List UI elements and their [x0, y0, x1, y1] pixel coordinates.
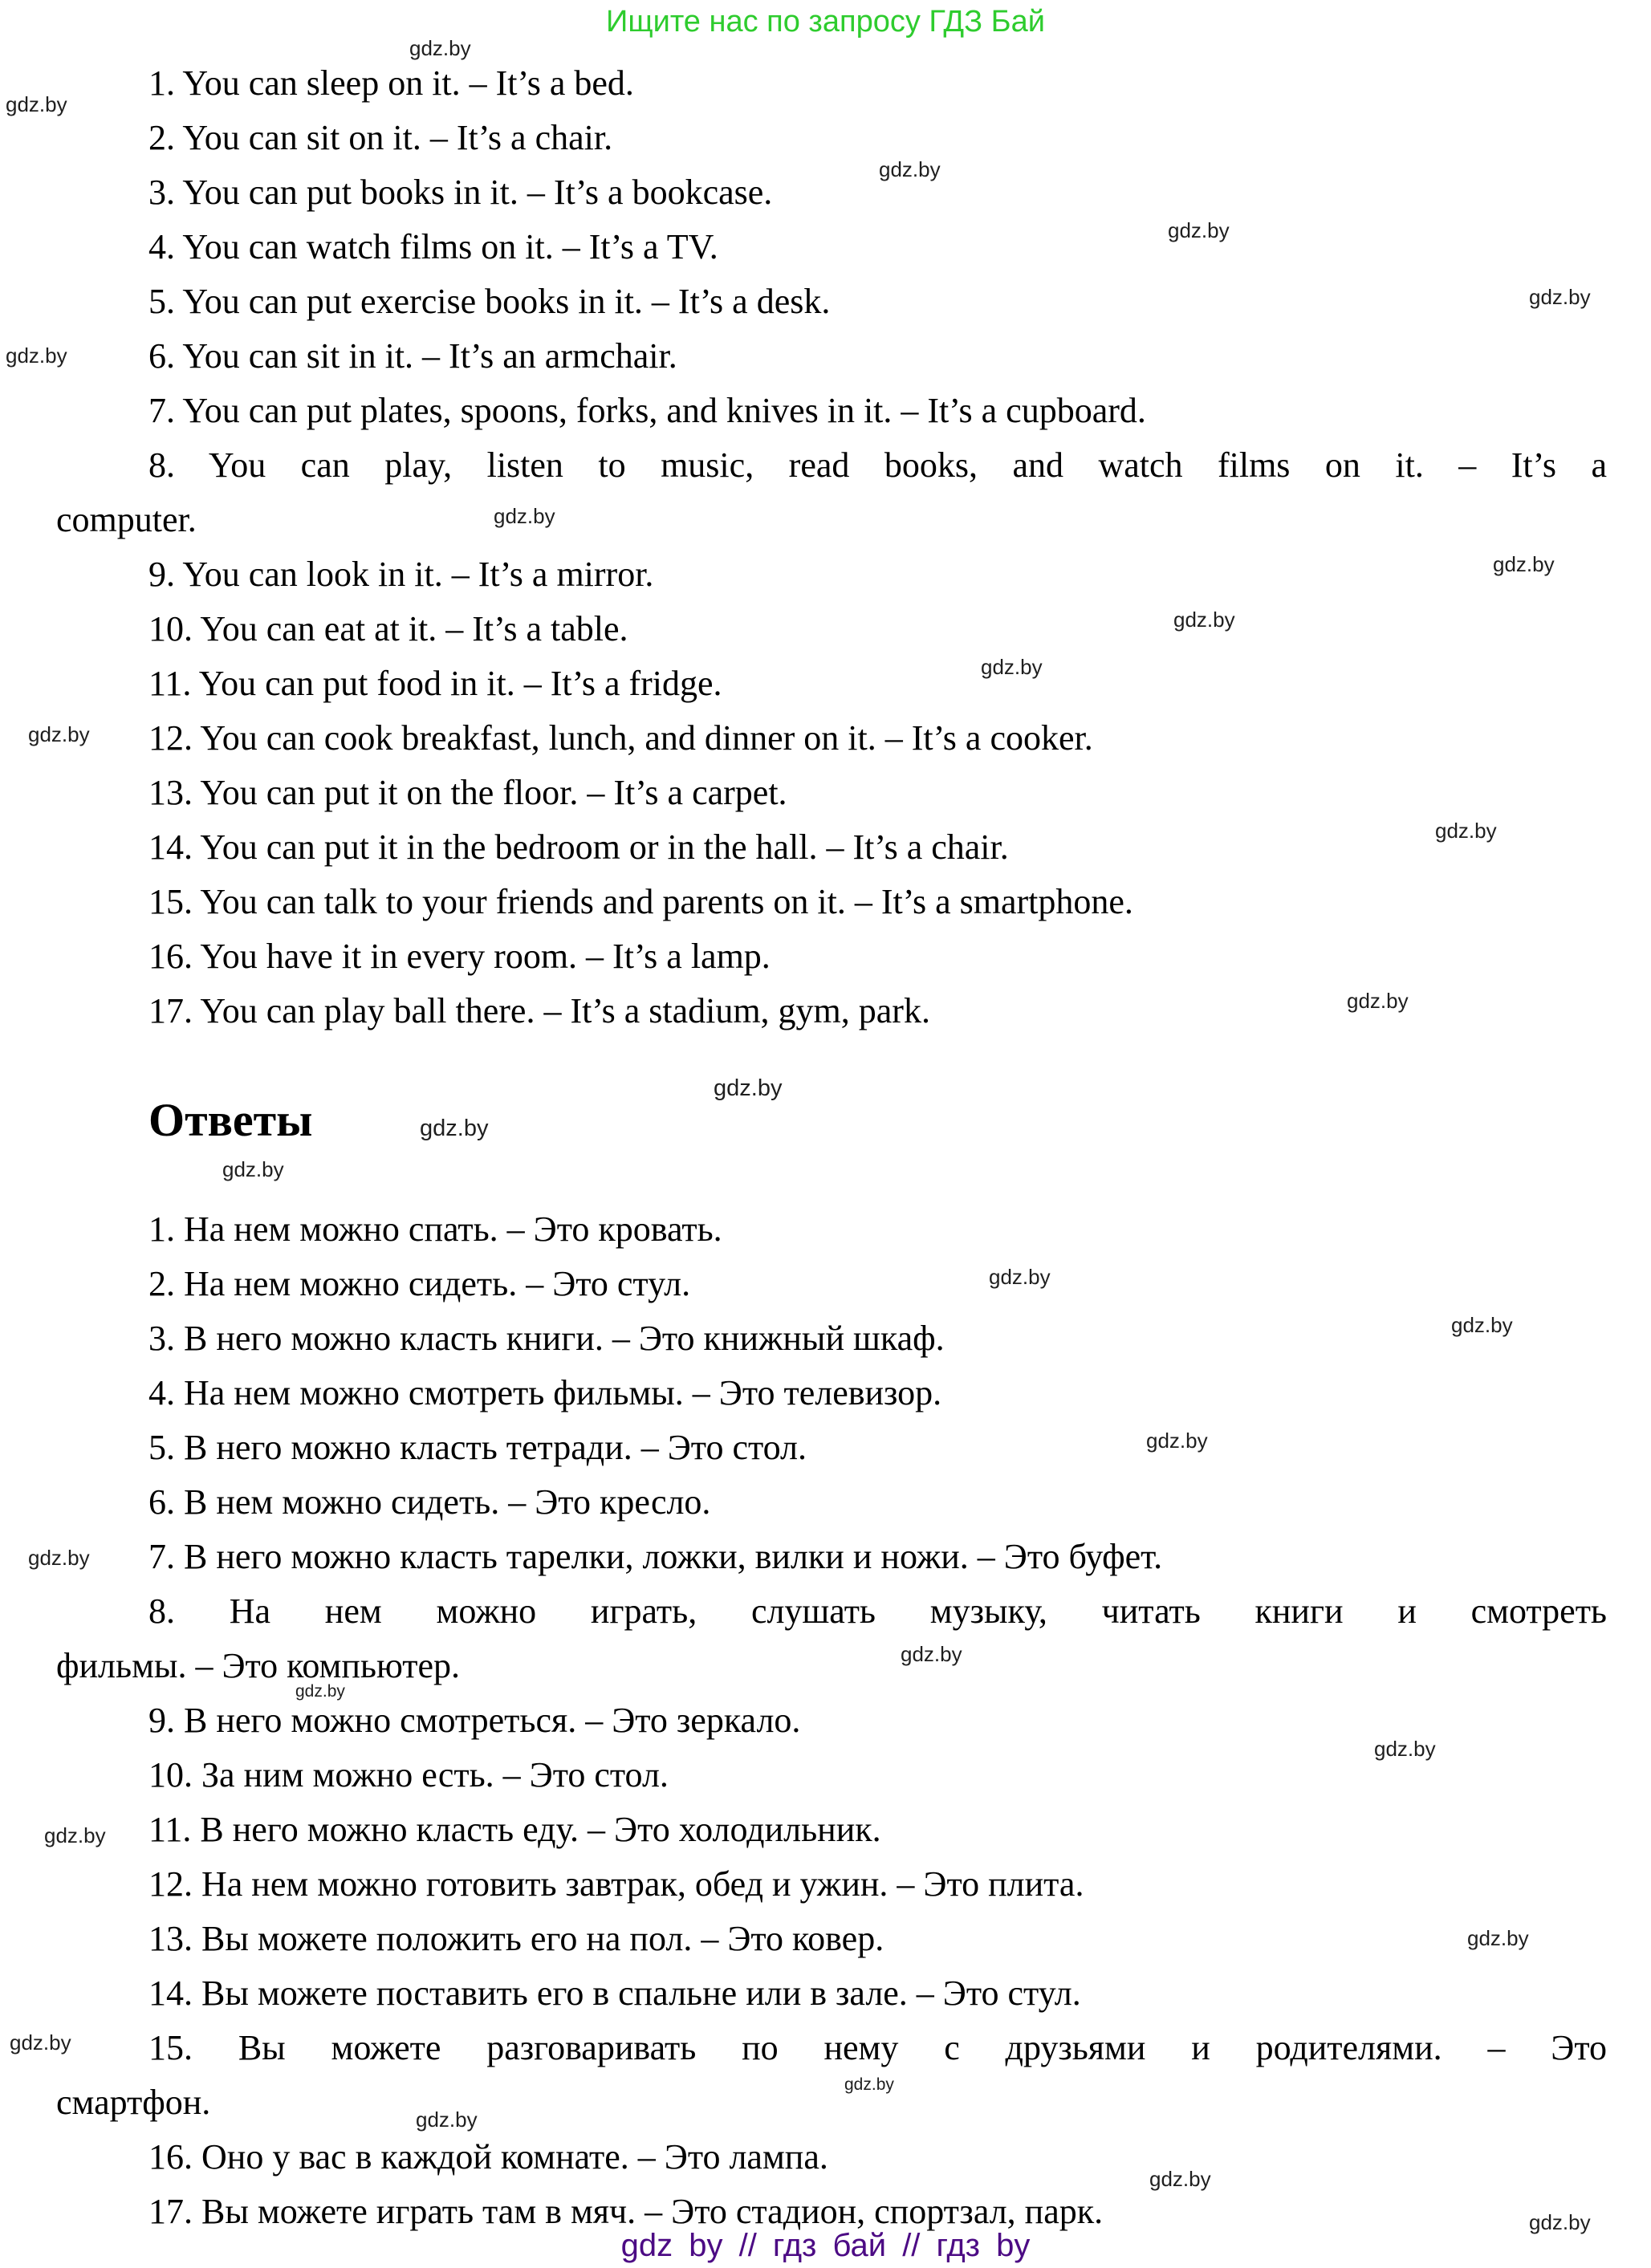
watermark: gdz.by [222, 1157, 284, 1181]
watermark: gdz.by [409, 36, 471, 60]
ru-line: 13. Вы можете положить его на пол. – Это ковер. [148, 1919, 884, 1958]
watermark: gdz.by [10, 2030, 71, 2055]
ru-line: 12. На нем можно готовить завтрак, обед и ужин. – Это плита. [148, 1864, 1084, 1904]
en-line: 10. You can eat at it. – It’s a table. [148, 609, 628, 648]
ru-line: 8. На нем можно играть, слушать музыку, читать книги и смотреть [148, 1591, 1607, 1631]
en-line: 5. You can put exercise books in it. – It’s a desk. [148, 282, 831, 321]
watermark: gdz.by [28, 1546, 90, 1570]
watermark: gdz.by [1146, 1429, 1208, 1453]
en-line: 11. You can put food in it. – It’s a fridge. [148, 664, 722, 703]
watermark: gdz.by [494, 504, 555, 528]
watermark: gdz.by [1149, 2167, 1211, 2191]
ru-line-continuation: смартфон. [56, 2083, 211, 2122]
watermark: gdz.by [416, 2107, 478, 2132]
en-line: 14. You can put it in the bedroom or in the hall. – It’s a chair. [148, 827, 1009, 867]
watermark: gdz.by [1173, 608, 1235, 632]
en-line: 9. You can look in it. – It’s a mirror. [148, 555, 654, 594]
watermark: gdz.by [1529, 285, 1591, 309]
en-line: 15. You can talk to your friends and parents on it. – It’s a smartphone. [148, 882, 1133, 921]
en-line: 6. You can sit in it. – It’s an armchair. [148, 336, 677, 376]
watermark: gdz.by [989, 1265, 1051, 1289]
en-line: 12. You can cook breakfast, lunch, and dinner on it. – It’s a cooker. [148, 718, 1093, 758]
watermark: gdz.by [1467, 1926, 1529, 1950]
ru-line: 3. В него можно класть книги. – Это книжный шкаф. [148, 1319, 945, 1358]
watermark: gdz.by [1347, 989, 1409, 1013]
watermark: gdz.by [844, 2075, 894, 2094]
watermark: gdz.by [1493, 552, 1555, 576]
watermark: gdz.by [1529, 2210, 1591, 2234]
watermark: gdz.by [1168, 218, 1230, 242]
promo-banner: Ищите нас по запросу ГДЗ Бай [606, 5, 1045, 39]
ru-line: 6. В нем можно сидеть. – Это кресло. [148, 1482, 711, 1522]
answers-heading: Ответы [148, 1094, 313, 1146]
ru-line: 17. Вы можете играть там в мяч. – Это стадион, спортзал, парк. [148, 2192, 1104, 2231]
watermark: gdz.by [1374, 1737, 1436, 1761]
spacer [56, 1038, 1607, 1093]
en-line: 13. You can put it on the floor. – It’s a carpet. [148, 773, 787, 812]
en-line: 16. You have it in every room. – It’s a lamp. [148, 937, 771, 976]
watermark: gdz.by [981, 655, 1043, 679]
en-line: 3. You can put books in it. – It’s a bookcase. [148, 173, 773, 212]
ru-line: 1. На нем можно спать. – Это кровать. [148, 1209, 722, 1249]
en-line: 4. You can watch films on it. – It’s a TV. [148, 227, 718, 266]
en-line: 1. You can sleep on it. – It’s a bed. [148, 63, 634, 103]
watermark: gdz.by [6, 92, 67, 116]
watermark: gdz.by [901, 1642, 962, 1666]
ru-line: 4. На нем можно смотреть фильмы. – Это телевизор. [148, 1373, 942, 1412]
watermark: gdz.by [1435, 819, 1497, 843]
ru-line: 9. В него можно смотреться. – Это зеркало. [148, 1701, 801, 1740]
watermark: gdz.by [6, 343, 67, 368]
spacer [56, 1148, 1607, 1202]
en-line: 17. You can play ball there. – It’s a stadium, gym, park. [148, 991, 930, 1030]
footer-watermark: gdz by // гдз бай // гдз by [620, 2228, 1031, 2263]
watermark: gdz.by [879, 157, 941, 181]
ru-line: 11. В него можно класть еду. – Это холодильник. [148, 1810, 881, 1849]
watermark: gdz.by [28, 722, 90, 746]
ru-line: 2. На нем можно сидеть. – Это стул. [148, 1264, 691, 1303]
en-line: 7. You can put plates, spoons, forks, and knives in it. – It’s a cupboard. [148, 391, 1146, 430]
en-line: 8. You can play, listen to music, read books, and watch films on it. – It’s a [148, 445, 1607, 485]
ru-line: 7. В него можно класть тарелки, ложки, вилки и ножи. – Это буфет. [148, 1537, 1163, 1576]
ru-line-continuation: фильмы. – Это компьютер. [56, 1646, 460, 1685]
ru-line: 5. В него можно класть тетради. – Это стол. [148, 1428, 807, 1467]
watermark: gdz.by [1451, 1313, 1513, 1337]
ru-line: 14. Вы можете поставить его в спальне или в зале. – Это стул. [148, 1973, 1081, 2013]
en-line-continuation: computer. [56, 500, 197, 539]
ru-line: 16. Оно у вас в каждой комнате. – Это лампа. [148, 2137, 828, 2177]
en-line: 2. You can sit on it. – It’s a chair. [148, 118, 613, 157]
ru-line: 10. За ним можно есть. – Это стол. [148, 1755, 669, 1794]
ru-line: 15. Вы можете разговаривать по нему с друзьями и родителями. – Это [148, 2028, 1607, 2067]
watermark: gdz.by [295, 1682, 345, 1701]
watermark: gdz.by [44, 1823, 106, 1847]
watermark: gdz.by [420, 1116, 489, 1141]
exercise-text [56, 56, 1607, 2239]
watermark: gdz.by [714, 1075, 783, 1101]
